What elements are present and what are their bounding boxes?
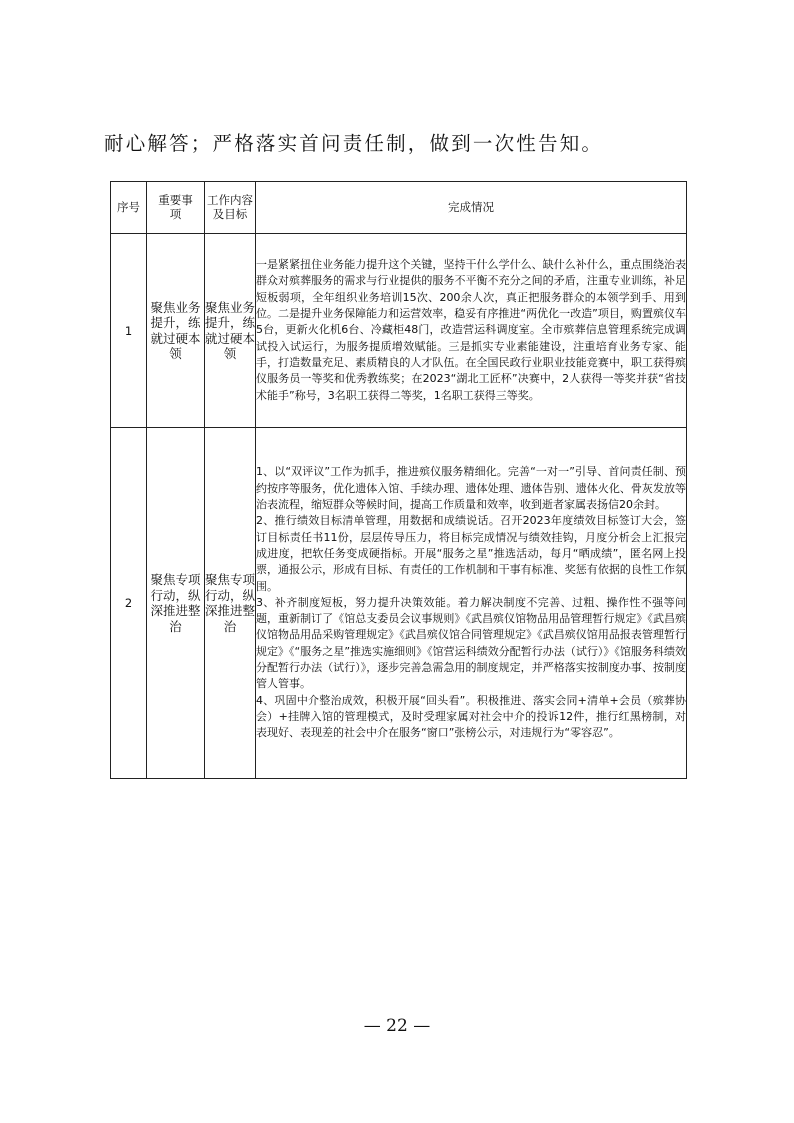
status-paragraph: 4、巩固中介整治成效，积极开展“回头看”。积极推进、落实会同+清单+会员（殡葬协会）+挂牌入馆的管理模式，及时受理家属对社会中介的投诉12件，推行红黑榜制，对表现好、表现差的社会中介在服务“窗口”张榜公示，对违规行为“零容忍”。: [256, 693, 686, 740]
table-header-row: [111, 182, 687, 234]
header-item: 重要事项: [147, 182, 205, 234]
row-status: [256, 428, 687, 779]
header-status: 完成情况: [256, 182, 687, 234]
intro-line: 耐心解答；严格落实首问责任制，做到一次性告知。: [104, 132, 604, 155]
row-item: 聚焦专项行动，纵深推进整治: [147, 428, 205, 779]
row-goal: 聚焦业务提升，练就过硬本领: [205, 234, 256, 428]
work-summary-table: [110, 181, 687, 779]
row-status: [256, 234, 687, 428]
row-number: 2: [111, 428, 147, 779]
table-row: [111, 428, 687, 779]
status-paragraph: 1、以“双评议”工作为抓手，推进殡仪服务精细化。完善“一对一”引导、首问责任制、预约按序等服务，优化遗体入馆、手续办理、遗体处理、遗体告别、遗体火化、骨灰发放等治表流程，缩短群众等候时间，提高工作质量和效率，收到逝者家属表扬信20余封。: [256, 465, 686, 512]
row-goal: 聚焦专项行动，纵深推进整治: [205, 428, 256, 779]
table-row: [111, 234, 687, 428]
status-paragraph: 2、推行绩效目标清单管理，用数据和成绩说话。召开2023年度绩效目标签订大会，签订目标责任书11份，层层传导压力，将目标完成情况与绩效挂钩，月度分析会上汇报完成进度，把软任务变成硬指标。开展“服务之星”推选活动，每月“晒成绩”，匿名网上投票，通报公示，形成有目标、有责任的工作机制和干事有标准、奖惩有依据的良性工作氛围。: [256, 514, 686, 593]
status-paragraph: 一是紧紧扭住业务能力提升这个关键，坚持干什么学什么、缺什么补什么，重点围绕治表群众对殡葬服务的需求与行业提供的服务不平衡不充分之间的矛盾，注重专业训练，补足短板弱项，全年组织业务培训15次、200余人次，真正把服务群众的本领学到手、用到位。二是提升业务保障能力和运营效率，稳妥有序推进“两优化一改造”项目，购置殡仪车5台，更新火化机6台、冷藏柜48门，改造营运科调度室。全市殡葬信息管理系统完成调试投入试运行，为服务提质增效赋能。三是抓实专业素能建设，注重培育业务专家、能手，打造数量充足、素质精良的人才队伍。在全国民政行业职业技能竞赛中，职工获得殡仪服务员一等奖和优秀教练奖；在2023“湖北工匠杯”决赛中，2人获得一等奖并获“省技术能手”称号，3名职工获得二等奖，1名职工获得三等奖。: [256, 258, 686, 402]
page-number: — 22 —: [363, 1016, 431, 1036]
row-item: 聚焦业务提升，练就过硬本领: [147, 234, 205, 428]
row-number: 1: [111, 234, 147, 428]
status-paragraph: 3、补齐制度短板，努力提升决策效能。着力解决制度不完善、过粗、操作性不强等问题，重新制订了《馆总支委员会议事规则》《武昌殡仪馆物品用品管理暂行规定》《武昌殡仪馆物品用品采购管理规定》《武昌殡仪馆合同管理规定》《武昌殡仪馆用品报表管理暂行规定》《“服务之星”推选实施细则》《馆营运科绩效分配暂行办法（试行）》《馆服务科绩效分配暂行办法（试行）》，逐步完善急需急用的制度规定，并严格落实按制度办事、按制度管人管事。: [256, 595, 686, 691]
header-goal: 工作内容及目标: [205, 182, 256, 234]
header-no: 序号: [111, 182, 147, 234]
